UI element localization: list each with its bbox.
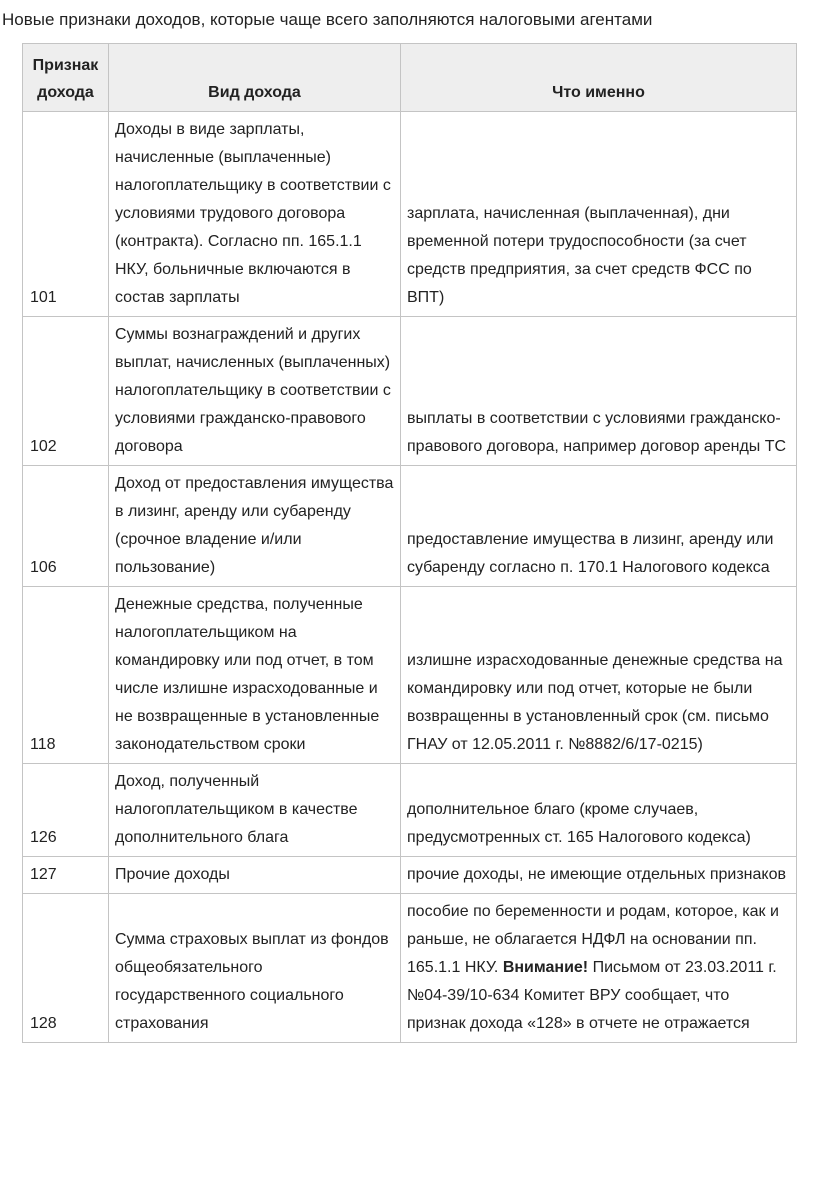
income-code-cell: 118 [23, 587, 109, 764]
income-code-cell: 106 [23, 466, 109, 587]
what-exactly-cell: прочие доходы, не имеющие отдельных признаков [401, 857, 797, 894]
what-exactly-cell: выплаты в соответствии с условиями гражданско-правового договора, например договор аренды ТС [401, 317, 797, 466]
what-exactly-cell [401, 894, 797, 1043]
table-row [23, 317, 797, 466]
income-code-cell: 101 [23, 112, 109, 317]
income-code-cell: 102 [23, 317, 109, 466]
table-row [23, 587, 797, 764]
header-income-code: Признак дохода [23, 44, 109, 112]
table-row [23, 894, 797, 1043]
header-income-type: Вид дохода [109, 44, 401, 112]
table-header-row [23, 44, 797, 112]
what-exactly-text-continued: Письмом от 23.03.2011 г. №04-39/10-634 Комитет ВРУ сообщает, что признак дохода «128» в отчете не отражается [407, 959, 777, 1032]
income-type-cell: Сумма страховых выплат из фондов общеобязательного государственного социального страхования [109, 894, 401, 1043]
what-exactly-cell: дополнительное благо (кроме случаев, предусмотренных ст. 165 Налогового кодекса) [401, 764, 797, 857]
warning-label: Внимание! [502, 959, 589, 976]
income-type-cell: Доходы в виде зарплаты, начисленные (выплаченные) налогоплательщику в соответствии с условиями трудового договора (контракта). Согласно пп. 165.1.1 НКУ, больничные включаются в состав зарплаты [109, 112, 401, 317]
income-type-cell: Денежные средства, полученные налогоплательщиком на командировку или под отчет, в том числе излишне израсходованные и не возвращенные в установленные законодательством сроки [109, 587, 401, 764]
table-row [23, 112, 797, 317]
header-what-exactly: Что именно [401, 44, 797, 112]
income-type-cell: Доход от предоставления имущества в лизинг, аренду или субаренду (срочное владение и/или пользование) [109, 466, 401, 587]
page-title: Новые признаки доходов, которые чаще всего заполняются налоговыми агентами [2, 10, 653, 29]
table-row [23, 466, 797, 587]
income-code-cell: 128 [23, 894, 109, 1043]
income-code-cell: 127 [23, 857, 109, 894]
what-exactly-text: пособие по беременности и родам, которое, как и раньше, не облагается НДФЛ на основании пп. 165.1.1 НКУ. [407, 903, 779, 976]
table-row [23, 857, 797, 894]
income-type-cell: Суммы вознаграждений и других выплат, начисленных (выплаченных) налогоплательщику в соответствии с условиями гражданско-правового договора [109, 317, 401, 466]
income-codes-table [22, 43, 797, 1043]
income-type-cell: Прочие доходы [109, 857, 401, 894]
income-type-cell: Доход, полученный налогоплательщиком в качестве дополнительного блага [109, 764, 401, 857]
what-exactly-cell: зарплата, начисленная (выплаченная), дни временной потери трудоспособности (за счет средств предприятия, за счет средств ФСС по ВПТ) [401, 112, 797, 317]
what-exactly-cell: предоставление имущества в лизинг, аренду или субаренду согласно п. 170.1 Налогового кодекса [401, 466, 797, 587]
income-code-cell: 126 [23, 764, 109, 857]
table-row [23, 764, 797, 857]
what-exactly-cell: излишне израсходованные денежные средства на командировку или под отчет, которые не были возвращенны в установленный срок (см. письмо ГНАУ от 12.05.2011 г. №8882/6/17-0215) [401, 587, 797, 764]
